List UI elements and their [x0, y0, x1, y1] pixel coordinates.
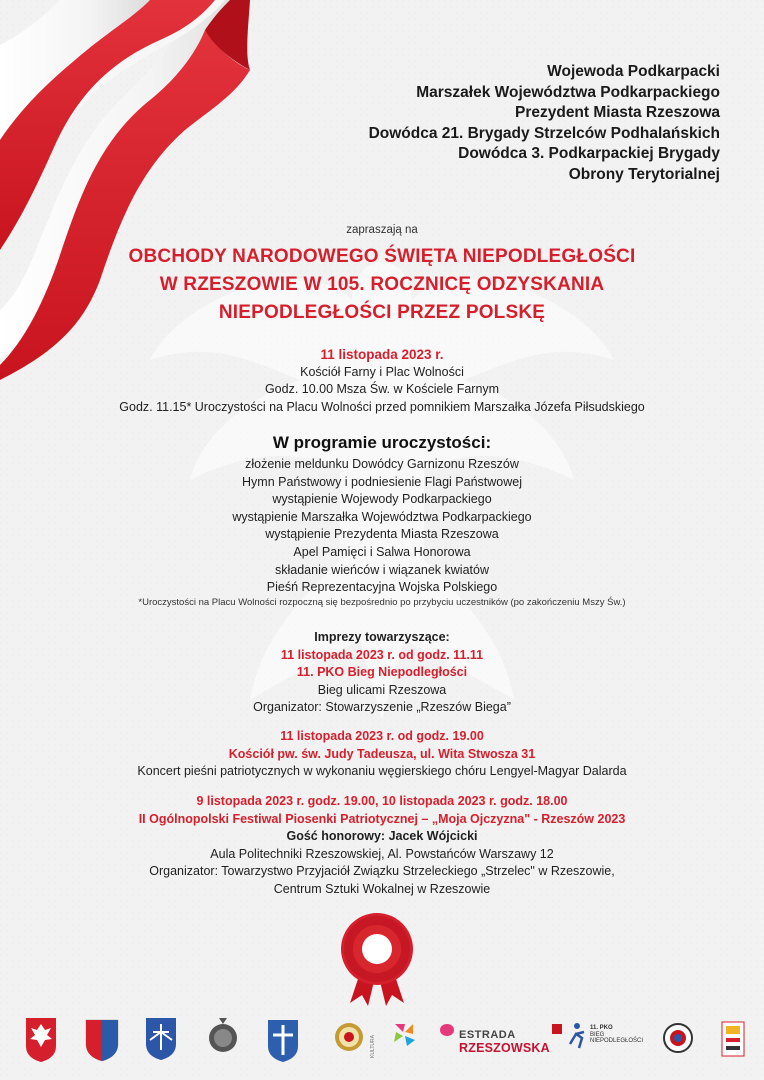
rzeszow-emblem-icon: [146, 1018, 176, 1060]
concert-place: Kościół pw. św. Judy Tadeusza, ul. Wita Stwosza 31: [228, 746, 536, 761]
host-line: Wojewoda Podkarpacki: [547, 63, 720, 80]
festival-logo-icon: [722, 1022, 744, 1056]
program-item: złożenie meldunku Dowódcy Garnizonu Rzeszów: [245, 457, 519, 471]
rosette-icon: [332, 911, 422, 1007]
program-item: składanie wieńców i wiązanek kwiatów: [275, 562, 489, 577]
concert-desc: Koncert pieśni patriotycznych w wykonaniu węgierskiego chóru Lengyel-Magyar Dalarda: [137, 764, 627, 778]
festival-venue: Aula Politechniki Rzeszowskiej, Al. Powstańców Warszawy 12: [210, 846, 554, 861]
main-title: [0, 243, 764, 327]
brigade-21-emblem-icon: [209, 1018, 237, 1052]
festival-guest: Gość honorowy: Jacek Wójcicki: [286, 829, 478, 843]
festival-organizer-1: Organizator: Towarzystwo Przyjaciół Związku Strzeleckiego „Strzelec" w Rzeszowie,: [149, 864, 615, 878]
logo-strip: [0, 1010, 764, 1075]
side-events-run: [0, 629, 764, 717]
hosts-list: [369, 62, 720, 185]
program-item: Apel Pamięci i Salwa Honorowa: [293, 544, 471, 559]
side-events-concert: [0, 728, 764, 781]
pko-line: NIEPODLEGŁOŚCI: [590, 1038, 644, 1044]
run-date: 11 listopada 2023 r. od godz. 11.11: [280, 647, 484, 662]
main-event-date: 11 listopada 2023 r.: [320, 347, 444, 362]
side-events-heading: Imprezy towarzyszące:: [314, 630, 450, 644]
host-line: Prezydent Miasta Rzeszowa: [514, 104, 720, 121]
kultura-label: KULTURA: [370, 1035, 376, 1058]
festival-dates: 9 listopada 2023 r. godz. 19.00, 10 listopada 2023 r. godz. 18.00: [196, 794, 568, 808]
poland-emblem-icon: [26, 1018, 56, 1062]
pko-line: BIEG: [590, 1031, 605, 1038]
host-line: Marszałek Województwa Podkarpackiego: [416, 83, 720, 101]
title-line: OBCHODY NARODOWEGO ŚWIĘTA NIEPODLEGŁOŚCI: [128, 246, 636, 267]
program-item: Hymn Państwowy i podniesienie Flagi Państwowej: [242, 474, 522, 489]
program-title: W programie uroczystości:: [272, 433, 492, 452]
kultura-logo-icon: [394, 1024, 415, 1046]
side-events-festival: [0, 793, 764, 898]
run-organizer: Organizator: Stowarzyszenie „Rzeszów Biega”: [253, 700, 511, 714]
gold-medal-icon: [335, 1023, 363, 1051]
title-line: NIEPODLEGŁOŚCI PRZEZ POLSKĘ: [218, 302, 546, 323]
concert-date: 11 listopada 2023 r. od godz. 19.00: [280, 729, 484, 743]
estrada-bottom-label: RZESZOWSKA: [459, 1041, 550, 1055]
pko-run-logo: [590, 1025, 643, 1045]
invite-text: zapraszają na: [346, 224, 418, 236]
host-line: Dowódca 3. Podkarpackiej Brygady: [458, 145, 720, 162]
host-line: Dowódca 21. Brygady Strzelców Podhalańskich: [368, 124, 720, 142]
run-desc: Bieg ulicami Rzeszowa: [317, 682, 447, 697]
main-event: [0, 346, 764, 416]
estrada-logo-icon: [440, 1024, 454, 1036]
program-item: wystąpienie Prezydenta Miasta Rzeszowa: [265, 527, 499, 542]
run-name: 11. PKO Bieg Niepodległości: [296, 665, 468, 679]
association-badge-icon: [664, 1024, 692, 1052]
host-line: Obrony Terytorialnej: [568, 165, 720, 183]
festival-name: II Ogólnopolski Festiwal Piosenki Patriotycznej – „Moja Ojczyzna" - Rzeszów 2023: [138, 811, 626, 826]
program-item: wystąpienie Wojewody Podkarpackiego: [272, 492, 492, 507]
title-line: W RZESZOWIE W 105. ROCZNICĘ ODZYSKANIA: [159, 274, 605, 295]
voivodeship-emblem-icon: [86, 1020, 118, 1061]
program-item: wystąpienie Marszałka Województwa Podkarpackiego: [232, 509, 532, 524]
program-note: *Uroczystości na Placu Wolności rozpoczną się bezpośrednio po przybyciu uczestników (po zakończeniu Mszy Św.): [138, 597, 626, 608]
pko-line: 11. PKO: [590, 1025, 613, 1031]
estrada-top-label: ESTRADA: [459, 1029, 516, 1041]
main-event-mass: Godz. 10.00 Msza Św. w Kościele Farnym: [264, 382, 500, 396]
main-event-ceremony: Godz. 11.15* Uroczystości na Placu Wolności przed pomnikiem Marszałka Józefa Piłsudskiego: [119, 399, 645, 414]
main-event-place: Kościół Farny i Plac Wolności: [300, 364, 464, 379]
program-list: [0, 456, 764, 597]
program-item: Pieśń Reprezentacyjna Wojska Polskiego: [266, 580, 498, 595]
runner-icon: [552, 1023, 584, 1048]
brigade-3-emblem-icon: [268, 1020, 298, 1062]
festival-organizer-2: Centrum Sztuki Wokalnej w Rzeszowie: [273, 881, 491, 896]
